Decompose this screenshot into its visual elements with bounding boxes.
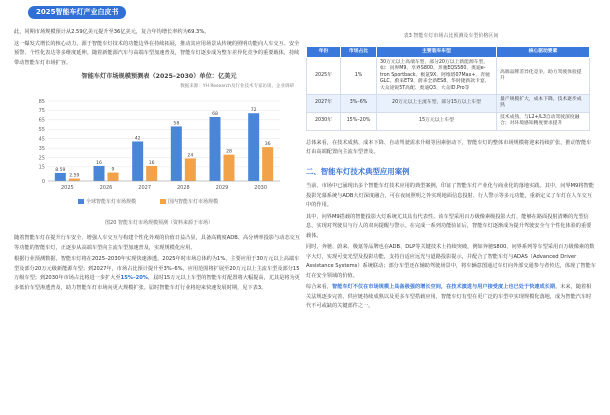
paragraph-brands: 同时，奔驰、蔚来、极氪等品牌也在ADB、DLP等关键技术上持续突破，例如奔驰S800、问界系列等车型采用百万级像素的数字大灯，实现可变光型及投影功能，支持自适应远光与道路投影提示，并配合了智能车灯与ADAS（Advanced Driver Assistance Systems）系统联动；部分车型还在辅助驾驶场景中，将车辆意图通过车灯向外部交通参与者传达，体现了智能车灯在安全领域的价值。 bbox=[306, 244, 596, 279]
x-tick-label: 2030 bbox=[254, 185, 268, 191]
bar bbox=[224, 155, 235, 181]
bar bbox=[185, 158, 196, 181]
forecast-text-2: ，届时15万元以上车型的智能车灯配置将大幅提高，尤其是将为更多低价车型渗透普及，助力智能车灯市场向更大规模扩张。 bbox=[14, 275, 300, 291]
y-tick-label: 45 bbox=[38, 136, 45, 143]
y-tick-label: 15 bbox=[38, 164, 45, 171]
data-label: 8.59 bbox=[55, 167, 66, 173]
bar bbox=[132, 141, 143, 181]
table-header-year: 年份 bbox=[307, 46, 341, 57]
table-cell-models: 20万元以上主流车型，部分15万以上车型 bbox=[377, 94, 497, 112]
bar bbox=[262, 147, 273, 181]
bar bbox=[69, 179, 80, 181]
y-tick-label: 55 bbox=[38, 127, 45, 134]
legend-swatch bbox=[78, 199, 84, 204]
conclusion-highlight: 智能车灯不仅在市场规模上具备极强的增长空间，在技术演进与用户接受度上也已处于快速成长期 bbox=[331, 284, 556, 291]
data-label: 16 bbox=[148, 160, 155, 166]
section-title: 二、智能车灯技术典型应用案例 bbox=[306, 166, 410, 176]
legend-label: 国内智能车灯市场规模 bbox=[168, 199, 219, 205]
legend-label: 全球智能车灯市场规模 bbox=[86, 199, 137, 205]
legend-swatch bbox=[160, 199, 166, 204]
x-tick-label: 2025 bbox=[60, 185, 74, 191]
right-page bbox=[306, 28, 596, 408]
table-cell-models: 30万元以上高端车型，部分20万以上新能源车型，如：问界M9、享界S800、奔驰EQS580、奥迪e-tron Sportback、极氪9X、阿维塔07Max+、奔驰GLC、蔚来ET9、蔚来全新ES8、华时捷新款卡宴、大众途锐5T高配、奥迪Q3、大众ID.Pro等 bbox=[377, 57, 497, 94]
table-header-share: 市场占比 bbox=[341, 46, 377, 57]
market-size-bar-chart bbox=[26, 93, 286, 211]
table-cell-drivers: 技术成熟，与L2+/L3自动驾驶深度融合；对环境感知精度要求提升 bbox=[497, 112, 590, 130]
paragraph-growth-driver: 这一爆发式增长的核心动力，源于智能车灯技术的功能边界在持续拓展，推动其应用场景从传统的照明功能向人车交互、安全预警、个性化表达等多维度延伸。随着新能源汽车与高端车型加速普及，智能车灯逐步成为整车差异化竞争的重要载体，持续带动智能车灯市场扩容。 bbox=[14, 40, 300, 66]
x-tick-label: 2026 bbox=[99, 185, 113, 191]
table-cell-year: 2030年 bbox=[307, 112, 341, 130]
y-tick-label: 75 bbox=[38, 108, 45, 115]
table-header-row bbox=[307, 46, 590, 57]
y-tick-label: 65 bbox=[38, 117, 45, 124]
data-label: 36 bbox=[264, 142, 271, 148]
paragraph-m9-case: 其中，问界M9搭载的智能投影大灯系统尤其具有代表性。该车型采用百万级像素级投影大灯，能够在路面投射清晰的光型信息，实现对驾驶员与行人的双向提醒与警示。在完成一系列功能验证后，智能车灯逐渐成为提升驾驶安全与个性化体验的重要载体。 bbox=[306, 213, 592, 239]
data-label: 28 bbox=[226, 149, 232, 155]
paragraph-conclusion bbox=[306, 283, 596, 312]
figure-caption: 图20 智能车灯市场规模预测（资料来源于市场） bbox=[105, 219, 213, 226]
y-tick-label: 85 bbox=[38, 98, 45, 105]
bar bbox=[210, 117, 221, 181]
forecast-text: 根据行业预测数据，智能车灯将在2025–2030年实现快速渗透。2025年时市场总体约为1%，主要应用于30万元以上高端车型及部分20万元级新能源车型；到2027年，市场占比预计提升至3%–6%，应用范围将扩展至20万元以上主流车型及部分15万级车型；到2030年市场占比将进一步扩大至 bbox=[14, 256, 300, 281]
bar bbox=[94, 166, 105, 181]
table-header-drivers: 核心驱动要素 bbox=[497, 46, 590, 57]
bar bbox=[146, 166, 157, 181]
market-share-table bbox=[306, 46, 590, 131]
paragraph-value: 随着智能车灯在提升行车安全、增强人车交互与构建个性化外观的价值日益凸显，具备高精度ADB、高分辨率投影与动态交互等功能的智能车灯，正逐步从高端车型向主流车型加速普及，实现规模化应用。 bbox=[14, 235, 301, 251]
x-tick-label: 2028 bbox=[176, 185, 190, 191]
page-header bbox=[0, 0, 610, 22]
table-cell-share: 1% bbox=[341, 57, 377, 94]
data-label: 16 bbox=[96, 160, 102, 166]
forecast-highlight: 15%–20% bbox=[120, 275, 149, 281]
header-badge: 2025智能车灯产业白皮书 bbox=[28, 6, 126, 19]
bar bbox=[248, 113, 259, 181]
x-tick-label: 2027 bbox=[138, 185, 152, 191]
table-row bbox=[307, 112, 590, 130]
paragraph-forecast bbox=[14, 255, 304, 293]
paragraph-summary: 总体来看，在技术成熟、成本下降、自动驾驶需求升级等因素驱动下，智能车灯的整体市场规模将迎来持续扩张，推动智能车灯由高端配置向主流车型普及。 bbox=[306, 139, 592, 156]
table-cell-drivers: 高端品牌差异化竞争，助力驾驶体验提升 bbox=[497, 57, 590, 94]
data-label: 68 bbox=[212, 112, 218, 117]
y-tick-label: 35 bbox=[38, 145, 45, 152]
data-label: 9 bbox=[111, 167, 115, 173]
paragraph-market-size: 此，同期市场规模预计从2.59亿美元提升至36亿美元，复合年均增长率约为69.3%。 bbox=[14, 29, 210, 35]
bar bbox=[171, 126, 182, 181]
conclusion-text-2: 。未来，随着相关法规逐步完善、供应链持续成熟以及更多车型搭载应用，智能车灯有望在更广泛的车型中实现规模化落地，成为智能汽车时代不可或缺的关键部件之一。 bbox=[306, 284, 592, 310]
forecast-text-3: 届时智能车灯行业将迎来快速发展时期，见下表3。 bbox=[148, 284, 267, 291]
conclusion-text: 综合来看， bbox=[306, 284, 332, 291]
table-cell-models: 15万元以上车型 bbox=[377, 112, 497, 130]
data-label: 72 bbox=[250, 108, 257, 114]
chart-source: 数据来源：YH Research及行业技术专家访谈，企业调研 bbox=[180, 83, 294, 89]
table-row bbox=[307, 94, 590, 112]
table-cell-share: 15%–20% bbox=[341, 112, 377, 130]
left-page bbox=[14, 28, 304, 408]
table-cell-share: 3%–6% bbox=[341, 94, 377, 112]
data-label: 24 bbox=[187, 153, 194, 159]
table-title: 表3 智能车灯市场占比预测及车型价格区间 bbox=[403, 33, 499, 39]
bar bbox=[108, 173, 119, 181]
table-header-models: 主要装车车型 bbox=[377, 46, 497, 57]
y-tick-label: 0 bbox=[41, 178, 45, 185]
table-row bbox=[307, 57, 590, 94]
chart-title: 智能车灯市场规模预测表（2025–2030）单位：亿美元 bbox=[81, 73, 237, 80]
y-tick-label: 25 bbox=[38, 155, 45, 162]
table-cell-drivers: 量产规模扩大，成本下降，技术逐步成熟 bbox=[497, 94, 590, 112]
table-cell-year: 2027年 bbox=[307, 94, 341, 112]
data-label: 58 bbox=[173, 121, 180, 127]
data-label: 42 bbox=[134, 136, 141, 142]
table-cell-year: 2025年 bbox=[307, 57, 341, 94]
x-tick-label: 2029 bbox=[215, 185, 229, 191]
bar bbox=[55, 173, 66, 181]
data-label: 2.59 bbox=[69, 173, 80, 179]
paragraph-cases: 当前，市场中已涌现出多个智能车灯技术应用的典型案例，印证了智能车灯产业化与商业化的落地实践。其中，问界M9将智能投影光幕系统与ADB大灯深度融合，可在夜间照明之外实现地面信息投射、行人警示等多元功能，重新定义了车灯在人车交互中的作用。 bbox=[306, 183, 594, 209]
